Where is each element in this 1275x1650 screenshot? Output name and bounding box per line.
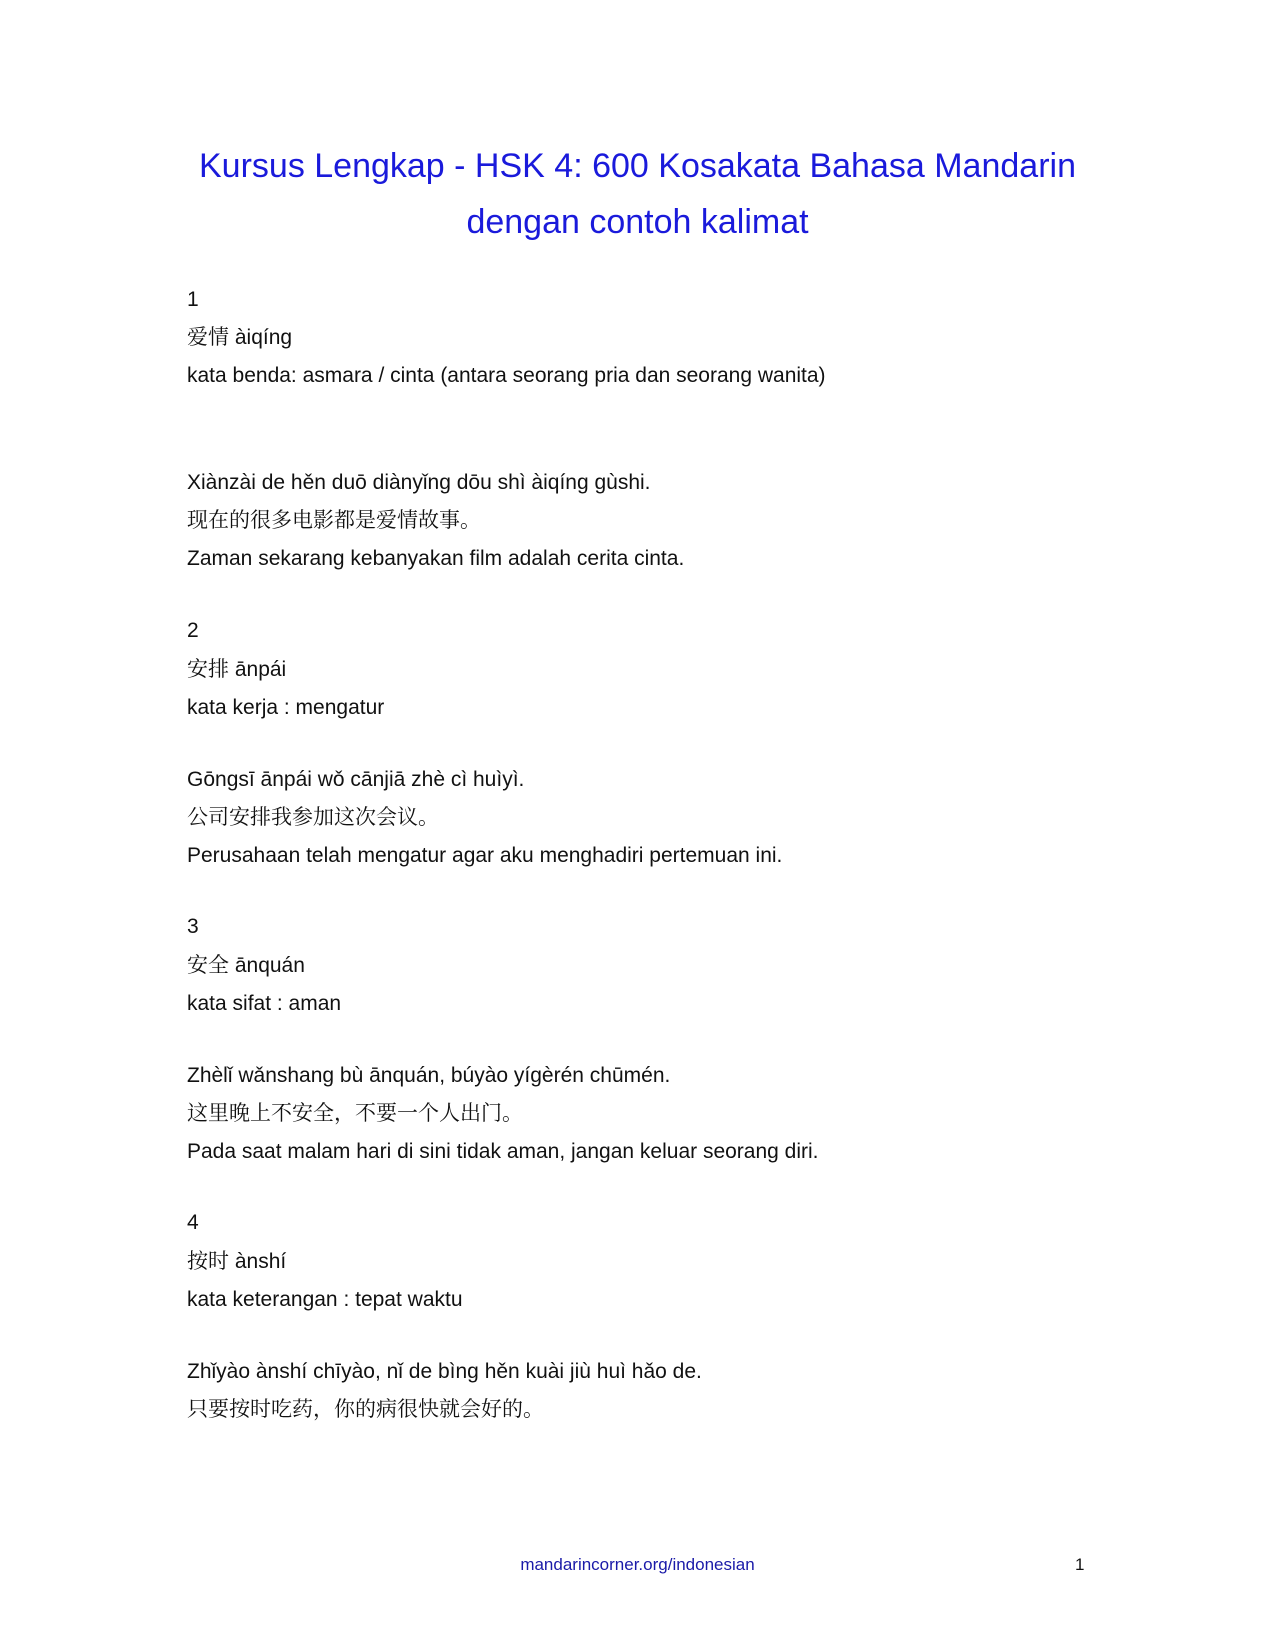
page-number: 1	[1075, 1555, 1085, 1574]
example-hanzi: 公司安排我参加这次会议。	[187, 805, 439, 829]
entry-pinyin: àiqíng	[234, 326, 293, 349]
example-pinyin: Xiànzài de hěn duō diànyǐng dōu shì àiqíng gùshi.	[187, 471, 651, 494]
entry-hanzi: 安排	[187, 657, 229, 681]
example-pinyin: Gōngsī ānpái wǒ cānjiā zhè cì huìyì.	[187, 768, 525, 791]
document-title-line-2: dengan contoh kalimat	[466, 203, 809, 241]
example-translation: Zaman sekarang kebanyakan film adalah cerita cinta.	[187, 547, 685, 570]
entry-definition: kata keterangan : tepat waktu	[187, 1288, 463, 1311]
example-translation: Perusahaan telah mengatur agar aku menghadiri pertemuan ini.	[187, 844, 783, 867]
example-hanzi: 现在的很多电影都是爱情故事。	[187, 508, 481, 532]
example-hanzi: 只要按时吃药，你的病很快就会好的。	[187, 1397, 544, 1421]
entry-definition: kata kerja : mengatur	[187, 696, 385, 719]
entry-number: 1	[187, 288, 199, 311]
entry-pinyin: ānpái	[234, 658, 287, 681]
footer-website-link[interactable]: mandarincorner.org/indonesian	[520, 1555, 755, 1574]
entry-definition: kata benda: asmara / cinta (antara seorang pria dan seorang wanita)	[187, 364, 826, 387]
entry-hanzi: 安全	[187, 953, 229, 977]
entry-number: 2	[187, 619, 199, 642]
entry-pinyin: ānquán	[234, 954, 305, 977]
entry-word	[187, 323, 292, 352]
entry-hanzi: 爱情	[187, 325, 229, 349]
entry-pinyin: ànshí	[234, 1250, 287, 1273]
example-pinyin: Zhèlǐ wǎnshang bù ānquán, búyào yígèrén chūmén.	[187, 1064, 671, 1087]
entry-word	[187, 655, 286, 684]
entry-number: 3	[187, 915, 199, 938]
document-title-line-1: Kursus Lengkap - HSK 4: 600 Kosakata Bahasa Mandarin	[199, 147, 1076, 185]
example-pinyin: Zhǐyào ànshí chīyào, nǐ de bìng hěn kuài jiù huì hǎo de.	[187, 1360, 702, 1383]
entry-word	[187, 1247, 286, 1276]
example-translation: Pada saat malam hari di sini tidak aman, jangan keluar seorang diri.	[187, 1140, 819, 1163]
entry-definition: kata sifat : aman	[187, 992, 342, 1015]
document-title	[0, 138, 1275, 250]
entry-number: 4	[187, 1211, 199, 1234]
entry-hanzi: 按时	[187, 1249, 229, 1273]
entry-word	[187, 951, 305, 980]
example-hanzi: 这里晚上不安全，不要一个人出门。	[187, 1101, 523, 1125]
